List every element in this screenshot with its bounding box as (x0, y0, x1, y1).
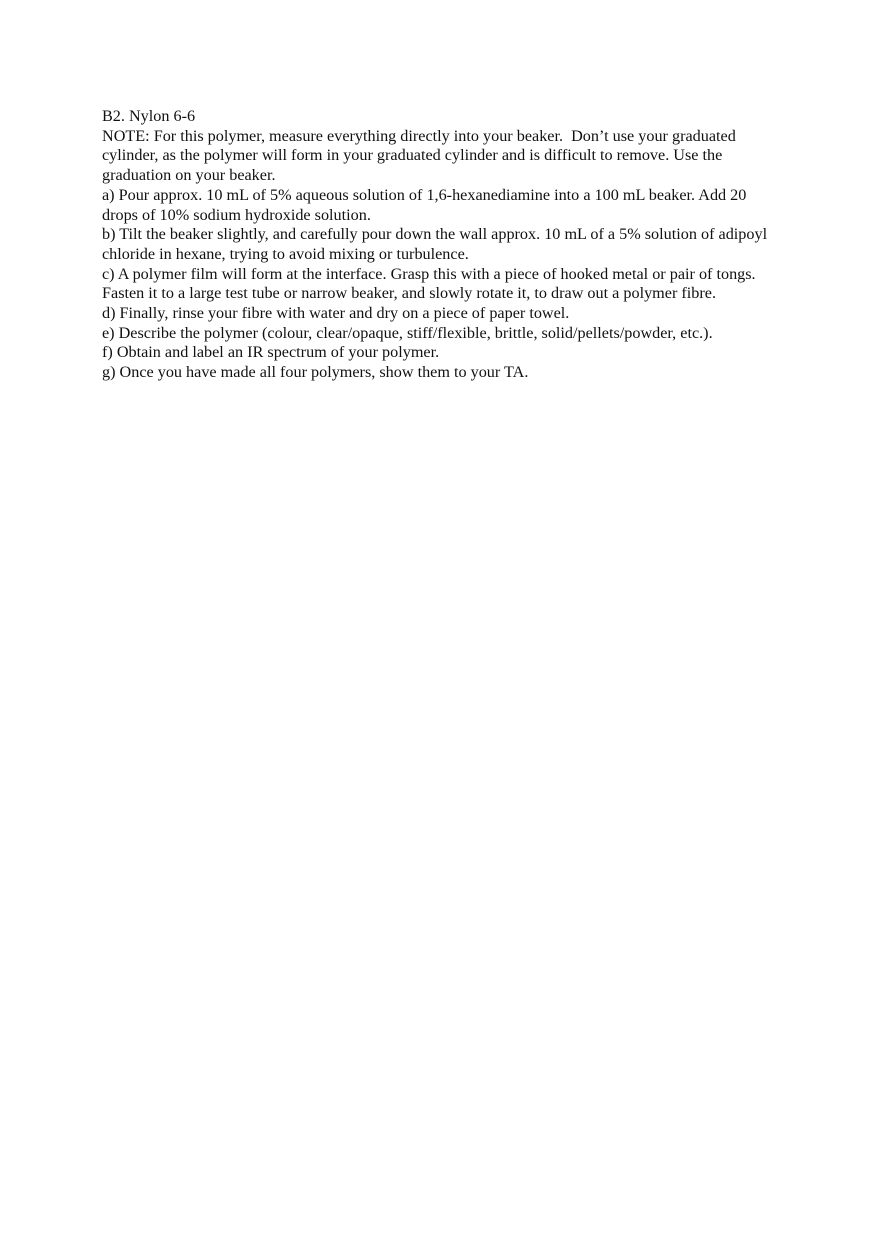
step-g: g) Once you have made all four polymers, show them to your TA. (102, 363, 529, 382)
step-b: b) Tilt the beaker slightly, and carefully pour down the wall approx. 10 mL of a 5% solution of adipoyl chloride in hexane, trying to avoid mixing or turbulence. (102, 225, 772, 263)
note-paragraph: NOTE: For this polymer, measure everything directly into your beaker. Don’t use your graduated cylinder, as the polymer will form in your graduated cylinder and is difficult to remove. Use the graduation on your beaker. (102, 126, 740, 185)
section-heading: B2. Nylon 6-6 (102, 107, 196, 125)
step-e: e) Describe the polymer (colour, clear/opaque, stiff/flexible, brittle, solid/pellets/powder, etc.). (102, 323, 713, 342)
step-a: a) Pour approx. 10 mL of 5% aqueous solution of 1,6-hexanediamine into a 100 mL beaker. Add 20 drops of 10% sodium hydroxide solution. (102, 185, 751, 224)
step-c: c) A polymer film will form at the interface. Grasp this with a piece of hooked metal or pair of tongs. Fasten it to a large test tube or narrow beaker, and slowly rotate it, to draw out a polymer fibre. (102, 264, 764, 303)
step-f: f) Obtain and label an IR spectrum of your polymer. (102, 343, 440, 362)
document-body (102, 107, 782, 383)
step-d: d) Finally, rinse your fibre with water and dry on a piece of paper towel. (102, 304, 570, 323)
